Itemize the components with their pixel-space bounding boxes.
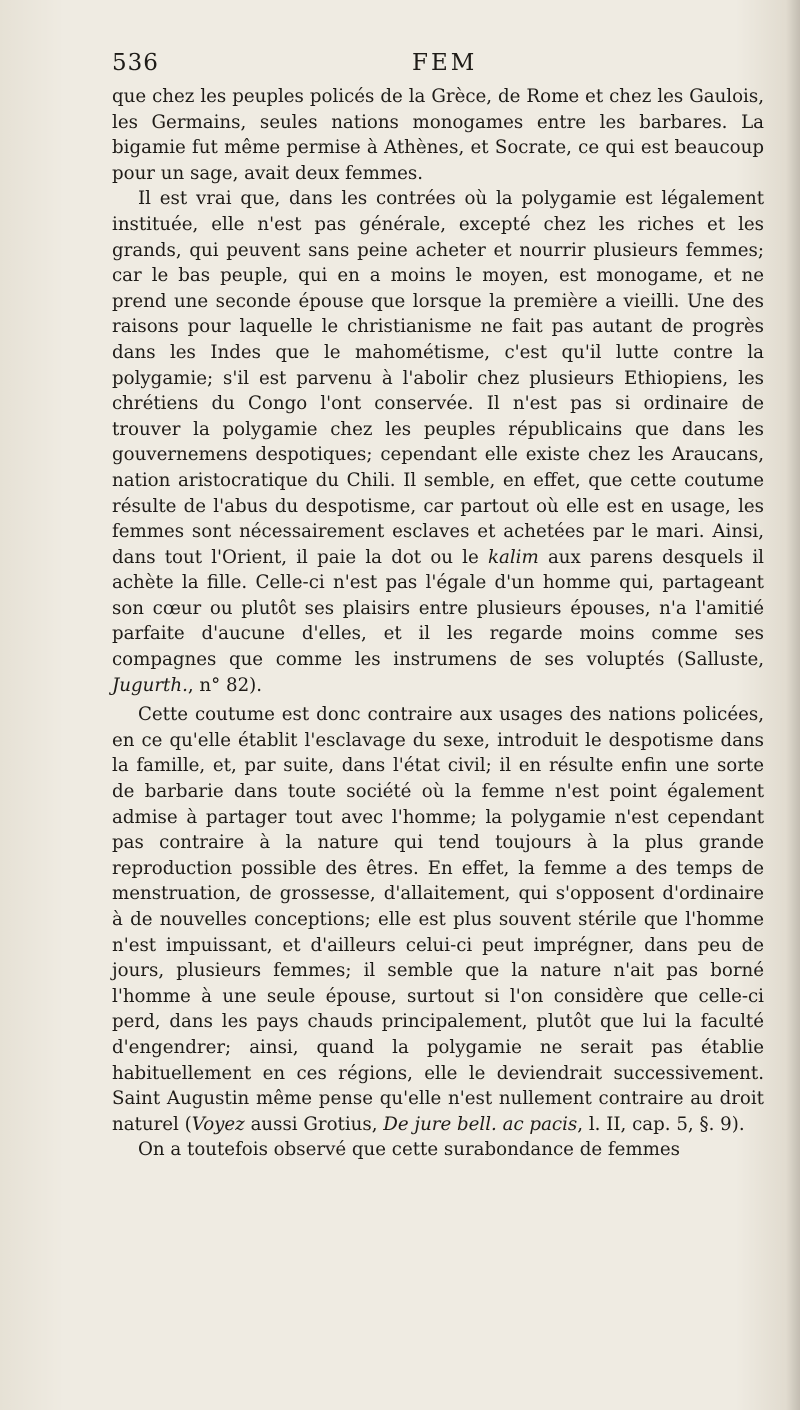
text-run: aussi Grotius, bbox=[244, 1113, 384, 1135]
text-run: Cette coutume est donc contraire aux usages des nations policées, en ce qu'elle établit l'esclavage du sexe, introduit le despotisme dans la famille, et, par suite, dans l'état civil; il en résulte enfin une sorte de barbarie dans toute société où la femme n'est point également admise à partager tout avec l'homme; la polygamie n'est cependant pas contraire à la nature qui tend toujours à la plus grande reproduction possible des êtres. En effet, la femme a des temps de menstruation, de grossesse, d'allaitement, qui s'opposent d'ordinaire à de nouvelles conceptions; elle est plus souvent stérile que l'homme n'est impuissant, et d'ailleurs celui-ci peut imprégner, dans peu de jours, plusieurs femmes; il semble que la nature n'ait pas borné l'homme à une seule épouse, surtout si l'on considère que celle-ci perd, dans les pays chauds principalement, plutôt que lui la faculté d'engendrer; ainsi, quand la polygamie ne serait pas établie habituellement en ces régions, elle le deviendrait successivement. Saint Augustin même pense qu'elle n'est nullement contraire au droit naturel ( bbox=[112, 704, 764, 1135]
text-run: Il est vrai que, dans les contrées où la polygamie est légalement instituée, elle n'est pas générale, excepté chez les riches et les grands, qui peuvent sans peine acheter et nourrir plusieurs femmes; car le bas peuple, qui en a moins le moyen, est monogame, et ne prend une seconde épouse que lorsque la première a vieilli. Une des raisons pour laquelle le christianisme ne fait pas autant de progrès dans les Indes que le mahométisme, c'est qu'il lutte contre la polygamie; s'il est parvenu à l'abolir chez plusieurs Ethiopiens, les chrétiens du Congo l'ont conservée. Il n'est pas si ordinaire de trouver la polygamie chez les peuples républicains que dans les gouvernemens despotiques; cependant elle existe chez les Araucans, nation aristocratique du Chili. Il semble, en effet, que cette coutume résulte de l'abus du despotisme, car partout où elle est en usage, les femmes sont nécessairement esclaves et achetées par le mari. Ainsi, dans tout l'Orient, il paie la dot ou le bbox=[112, 188, 764, 568]
paragraph bbox=[112, 702, 764, 1137]
text-run: aux parens desquels il achète la fille. Celle-ci n'est pas l'égale d'un homme qui, partageant son cœur ou plutôt ses plaisirs entre plusieurs épouses, n'a l'amitié parfaite d'aucune d'elles, et il les regarde moins comme ses compagnes que comme les instrumens de ses voluptés (Salluste, bbox=[112, 546, 765, 671]
running-head: FEM bbox=[412, 50, 478, 76]
page-header bbox=[112, 50, 764, 84]
italic-term: Voyez bbox=[191, 1113, 245, 1135]
page-number: 536 bbox=[112, 50, 159, 76]
text-run: , l. II, cap. 5, §. 9). bbox=[577, 1113, 745, 1135]
paragraph bbox=[112, 186, 764, 698]
text-run: , n° 82). bbox=[187, 674, 263, 696]
paragraph bbox=[112, 1137, 764, 1163]
italic-term: kalim bbox=[487, 546, 539, 568]
italic-reference: Jugurth. bbox=[112, 674, 188, 696]
text-run: On a toutefois observé que cette surabondance de femmes bbox=[138, 1139, 680, 1161]
italic-reference: De jure bell. ac pacis bbox=[383, 1113, 578, 1135]
body-text bbox=[112, 84, 764, 1163]
paragraph bbox=[112, 84, 764, 186]
text-run: que chez les peuples policés de la Grèce, de Rome et chez les Gaulois, les Germains, seules nations monogames entre les barbares. La bigamie fut même permise à Athènes, et Socrate, ce qui est beaucoup pour un sage, avait deux femmes. bbox=[112, 86, 764, 184]
